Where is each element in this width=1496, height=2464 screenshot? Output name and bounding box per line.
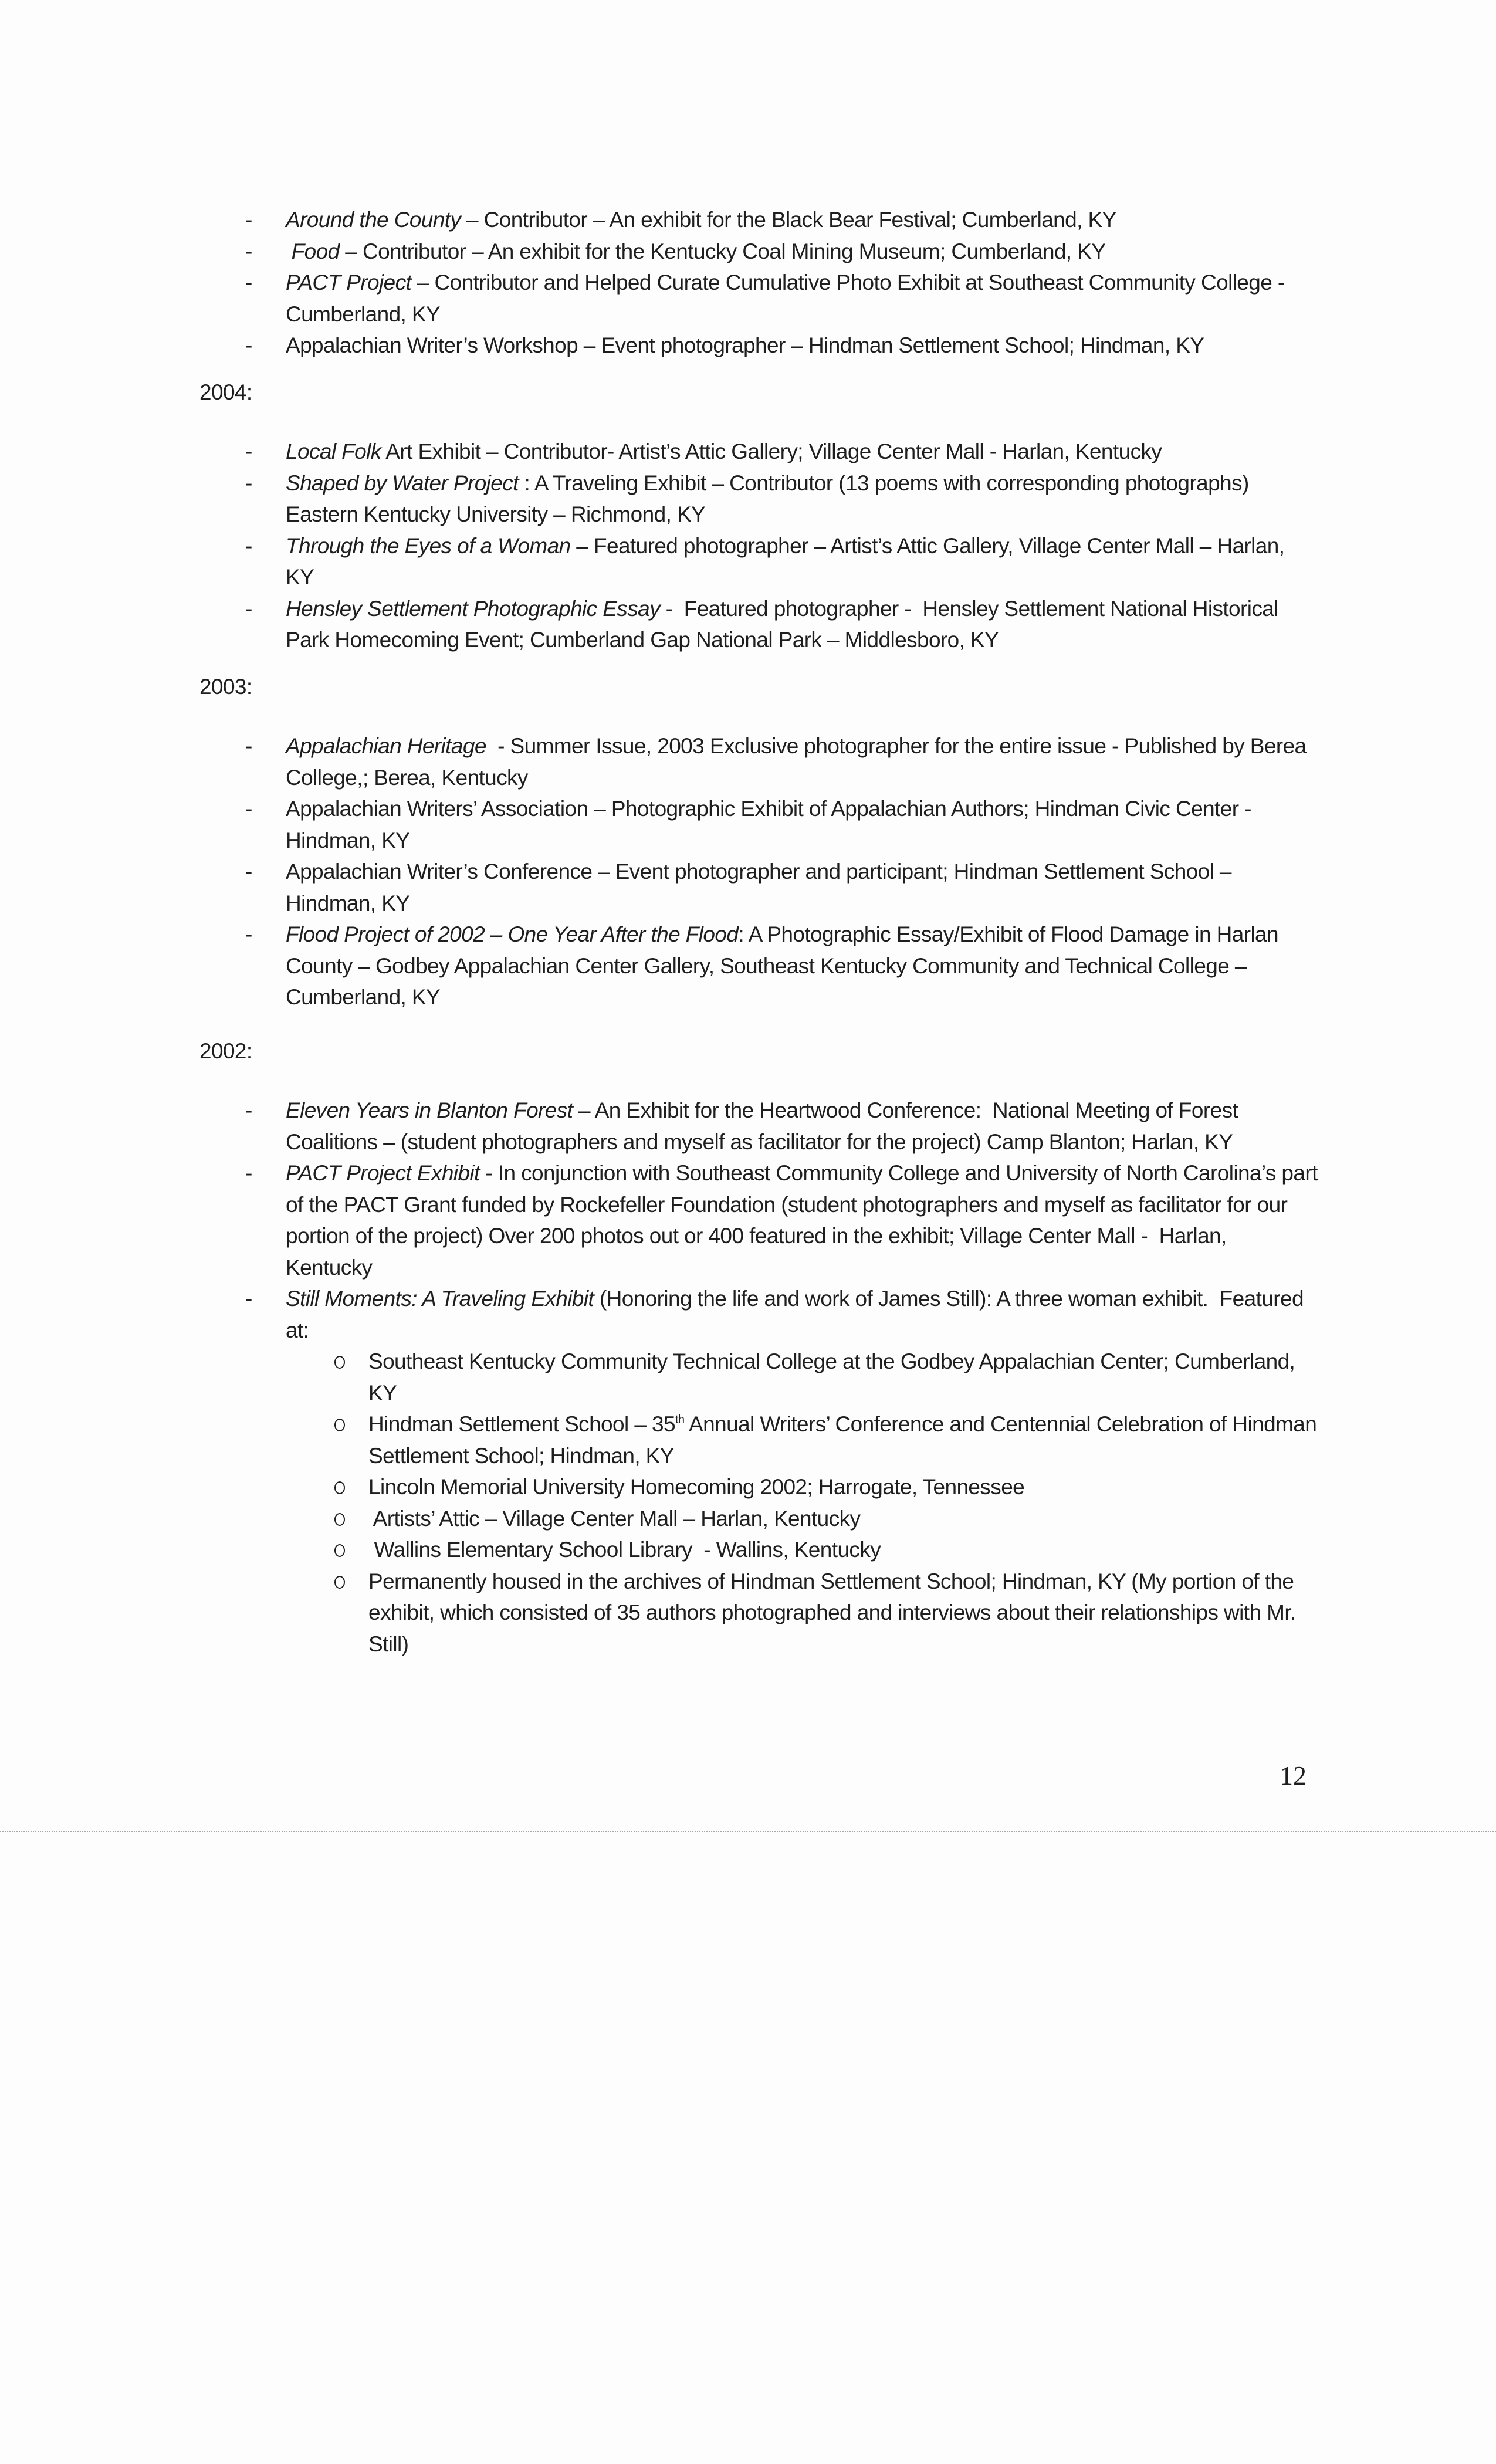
list-item bbox=[199, 330, 1318, 361]
still-moments-venues bbox=[286, 1346, 1318, 1660]
item-text: – An Exhibit for the Heartwood Conference: National Meeting of Forest Coalitions – (student photographers and myself as facilitator for the project) Camp Blanton; Harlan, KY bbox=[286, 1098, 1244, 1154]
circle-bullet-icon bbox=[334, 1356, 345, 1369]
sub-list-item bbox=[199, 1346, 1319, 1409]
item-text: - Summer Issue, 2003 Exclusive photographer for the entire issue - Published by Berea College,; Berea, Kentucky bbox=[286, 734, 1312, 790]
item-title: Food bbox=[286, 239, 340, 263]
item-text: - In conjunction with Southeast Community College and University of North Carolina’s part of the PACT Grant funded by Rockefeller Foundation (student photographers and myself as facilitator for our portion of the project) Over 200 photos out or 400 featured in the exhibit; Village Center Mall - Harlan, Kentucky bbox=[286, 1161, 1324, 1280]
item-title: PACT Project Exhibit bbox=[286, 1161, 480, 1185]
sub-list-item bbox=[199, 1471, 1319, 1503]
item-title: Shaped by Water Project bbox=[286, 471, 519, 495]
item-title: Local Folk bbox=[286, 439, 381, 463]
dash-bullet-icon: - bbox=[245, 239, 252, 263]
page-number: 12 bbox=[1280, 1761, 1307, 1791]
item-title: Through the Eyes of a Woman bbox=[286, 533, 571, 558]
year-heading-2002: 2002: bbox=[199, 1038, 252, 1063]
list-item bbox=[199, 1283, 1318, 1660]
circle-bullet-icon bbox=[334, 1576, 345, 1589]
item-title: Appalachian Heritage bbox=[286, 734, 486, 758]
item-title: Around the County bbox=[286, 208, 461, 232]
item-text: – Contributor – An exhibit for the Black Bear Festival; Cumberland, KY bbox=[461, 208, 1116, 232]
sub-item-text: Permanently housed in the archives of Hindman Settlement School; Hindman, KY (My portion of the exhibit, which consisted of 35 authors photographed and interviews about their relationships with Mr. Still) bbox=[368, 1569, 1296, 1656]
sub-item-text: Southeast Kentucky Community Technical College at the Godbey Appalachian Center; Cumberland, KY bbox=[368, 1349, 1295, 1405]
list-item bbox=[199, 856, 1318, 919]
sub-item-text: Wallins Elementary School Library - Wallins, Kentucky bbox=[368, 1538, 881, 1562]
item-text: – Contributor and Helped Curate Cumulative Photo Exhibit at Southeast Community College - Cumberland, KY bbox=[286, 270, 1285, 326]
section-2002-items bbox=[199, 1095, 1324, 1660]
item-text: – Contributor – An exhibit for the Kentucky Coal Mining Museum; Cumberland, KY bbox=[339, 239, 1106, 263]
item-text: : A Traveling Exhibit – Contributor (13 poems with corresponding photographs) Eastern Kentucky University – Richmond, KY bbox=[286, 471, 1249, 526]
dash-bullet-icon: - bbox=[245, 922, 252, 946]
sub-item-text: Artists’ Attic – Village Center Mall – Harlan, Kentucky bbox=[368, 1506, 861, 1531]
dash-bullet-icon: - bbox=[245, 1161, 252, 1185]
sub-item-text: Annual Writers’ Conference and Centennial Celebration of Hindman Settlement School; Hindman, KY bbox=[368, 1412, 1317, 1468]
item-text: – Featured photographer – Artist’s Attic Gallery, Village Center Mall – Harlan, KY bbox=[286, 533, 1285, 589]
sub-list-item bbox=[199, 1409, 1319, 1471]
list-item bbox=[199, 468, 1318, 530]
list-item bbox=[199, 730, 1318, 793]
item-text: : A Photographic Essay/Exhibit of Flood Damage in Harlan County – Godbey Appalachian Center Gallery, Southeast Kentucky Community and Technical College – Cumberland, KY bbox=[286, 922, 1279, 1009]
circle-bullet-icon bbox=[334, 1481, 345, 1494]
item-text: Art Exhibit – Contributor- Artist’s Attic Gallery; Village Center Mall - Harlan, Kentucky bbox=[381, 439, 1162, 463]
list-item bbox=[199, 436, 1318, 468]
item-title: PACT Project bbox=[286, 270, 412, 295]
dash-bullet-icon: - bbox=[245, 1098, 252, 1122]
circle-bullet-icon bbox=[334, 1513, 345, 1526]
sub-list-item bbox=[199, 1534, 1319, 1566]
list-item bbox=[199, 793, 1318, 856]
list-item bbox=[199, 1157, 1324, 1283]
sub-item-text: Lincoln Memorial University Homecoming 2002; Harrogate, Tennessee bbox=[368, 1475, 1025, 1499]
section-continued-items bbox=[199, 204, 1314, 361]
list-item bbox=[199, 530, 1318, 593]
dash-bullet-icon: - bbox=[245, 596, 252, 621]
section-2004-items bbox=[199, 436, 1314, 656]
list-item bbox=[199, 204, 1318, 236]
item-title: Still Moments: A Traveling Exhibit bbox=[286, 1287, 594, 1311]
dash-bullet-icon: - bbox=[245, 270, 252, 295]
list-item bbox=[199, 919, 1318, 1013]
circle-bullet-icon bbox=[334, 1419, 345, 1431]
dash-bullet-icon: - bbox=[245, 471, 252, 495]
sub-list-item bbox=[199, 1503, 1319, 1535]
item-title: Eleven Years in Blanton Forest bbox=[286, 1098, 573, 1122]
dash-bullet-icon: - bbox=[245, 734, 252, 758]
dash-bullet-icon: - bbox=[245, 859, 252, 884]
sub-item-text: Hindman Settlement School – 35 bbox=[368, 1412, 675, 1436]
item-title: Hensley Settlement Photographic Essay bbox=[286, 596, 660, 621]
dash-bullet-icon: - bbox=[245, 439, 252, 463]
list-item bbox=[199, 1095, 1318, 1157]
list-item bbox=[199, 593, 1318, 656]
dash-bullet-icon: - bbox=[245, 333, 252, 357]
item-text: Appalachian Writer’s Workshop – Event photographer – Hindman Settlement School; Hindman, KY bbox=[286, 333, 1204, 357]
list-item bbox=[199, 267, 1318, 330]
item-text: - Featured photographer - Hensley Settlement National Historical Park Homecoming Event; Cumberland Gap National Park – Middlesboro, KY bbox=[286, 596, 1284, 652]
item-title: Flood Project of 2002 – One Year After the Flood bbox=[286, 922, 739, 946]
dash-bullet-icon: - bbox=[245, 533, 252, 558]
ordinal-suffix: th bbox=[675, 1413, 685, 1426]
resume-exhibitions-list bbox=[199, 204, 1324, 1660]
item-text: (Honoring the life and work of James Still): A three woman exhibit. Featured at: bbox=[286, 1287, 1309, 1342]
dash-bullet-icon: - bbox=[245, 1287, 252, 1311]
item-text: Appalachian Writer’s Conference – Event photographer and participant; Hindman Settlement School – Hindman, KY bbox=[286, 859, 1231, 915]
section-2003-items bbox=[199, 730, 1314, 1013]
year-heading-2003: 2003: bbox=[199, 674, 252, 699]
item-text: Appalachian Writers’ Association – Photographic Exhibit of Appalachian Authors; Hindman Civic Center - Hindman, KY bbox=[286, 797, 1251, 852]
sub-list-item bbox=[199, 1566, 1319, 1660]
dash-bullet-icon: - bbox=[245, 208, 252, 232]
dash-bullet-icon: - bbox=[245, 797, 252, 821]
page-break-rule bbox=[0, 1831, 1496, 1832]
list-item bbox=[199, 236, 1318, 268]
year-heading-2004: 2004: bbox=[199, 380, 252, 404]
circle-bullet-icon bbox=[334, 1544, 345, 1557]
